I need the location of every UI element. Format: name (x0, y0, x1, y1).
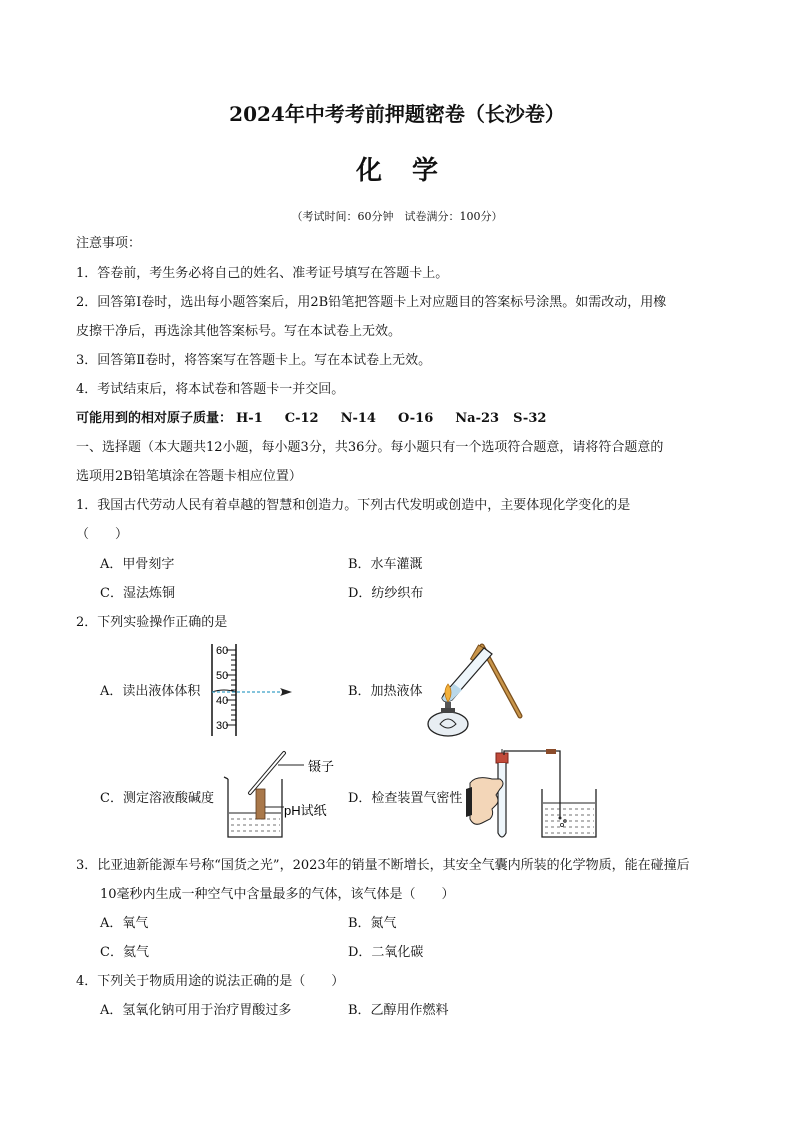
option-a[interactable]: A．氢氧化钠可用于治疗胃酸过多 (100, 1003, 292, 1018)
option-c[interactable]: C．湿法炼铜 (100, 586, 175, 601)
option-d[interactable]: D．二氧化碳 (348, 945, 424, 960)
question-stem-line2: 10毫秒内生成一种空气中含量最多的气体，该气体是（ ） (100, 887, 455, 902)
atomic-mass: O-16 (397, 411, 434, 426)
tweezers-label: 镊子 (308, 760, 335, 775)
ph-test-figure (222, 749, 338, 841)
option-a[interactable]: A．甲骨刻字 (100, 557, 175, 572)
option-b[interactable]: B．水车灌溉 (348, 557, 423, 572)
exam-title: 2024年中考考前押题密卷（长沙卷） (229, 102, 565, 126)
tick-label: 60 (216, 645, 229, 657)
option-d[interactable]: D．纺纱织布 (348, 586, 424, 601)
eye-icon (280, 688, 292, 696)
question-stem: 4．下列关于物质用途的说法正确的是（ ） (76, 974, 345, 989)
section-heading-line2: 选项用2B铅笔填涂在答题卡相应位置） (76, 469, 302, 484)
option-a[interactable]: A．读出液体体积 (100, 684, 201, 699)
option-c[interactable]: C．测定溶液酸碱度 (100, 791, 214, 806)
note-item: 1．答卷前，考生务必将自己的姓名、准考证号填写在答题卡上。 (76, 266, 449, 281)
notes-heading: 注意事项： (76, 236, 142, 251)
exam-time-info: （考试时间：60分钟 试卷满分：100分） (291, 210, 503, 223)
option-a[interactable]: A．氧气 (100, 916, 149, 931)
tick-label: 50 (216, 670, 229, 682)
question-stem: 3．比亚迪新能源车号称“国货之光”，2023年的销量不断增长，其安全气囊内所装的化学物质，能在碰撞后 (76, 858, 690, 873)
question-stem: 1．我国古代劳动人民有着卓越的智慧和创造力。下列古代发明或创造中，主要体现化学变化的是 (76, 498, 631, 513)
option-c[interactable]: C．氦气 (100, 945, 149, 960)
atomic-mass: N-14 (340, 411, 376, 426)
tick-label: 30 (216, 720, 229, 732)
note-item: 皮擦干净后，再选涂其他答案标号。写在本试卷上无效。 (76, 324, 402, 339)
option-b[interactable]: B．加热液体 (348, 684, 423, 699)
atomic-masses (76, 410, 568, 428)
section-heading: 一、选择题（本大题共12小题，每小题3分，共36分。每小题只有一个选项符合题意，请将符合题意的 (76, 440, 664, 455)
heating-liquid-figure (424, 640, 529, 738)
option-d[interactable]: D．检查装置气密性 (348, 791, 463, 806)
note-item: 3．回答第Ⅱ卷时，将答案写在答题卡上。写在本试卷上无效。 (76, 353, 432, 368)
atomic-masses-label: 可能用到的相对原子质量： (76, 411, 233, 426)
subject-title: 化学 (355, 156, 468, 186)
option-b[interactable]: B．氮气 (348, 916, 397, 931)
tick-label: 40 (216, 695, 229, 707)
question-stem: 2．下列实验操作正确的是 (76, 615, 228, 630)
note-item: 4．考试结束后，将本试卷和答题卡一并交回。 (76, 382, 345, 397)
answer-blank: （ ） (76, 527, 129, 542)
note-item: 2．回答第Ⅰ卷时，选出每小题答案后，用2B铅笔把答题卡上对应题目的答案标号涂黑。如需改动，用橡 (76, 295, 667, 310)
cylinder-reading-figure (210, 642, 300, 738)
airtightness-figure (466, 749, 616, 841)
atomic-mass: Na-23 (455, 411, 500, 426)
atomic-mass: H-1 (236, 411, 263, 426)
atomic-mass: S-32 (513, 411, 547, 426)
ph-paper-label: pH试纸 (284, 803, 327, 818)
atomic-mass: C-12 (284, 411, 319, 426)
option-b[interactable]: B．乙醇用作燃料 (348, 1003, 449, 1018)
